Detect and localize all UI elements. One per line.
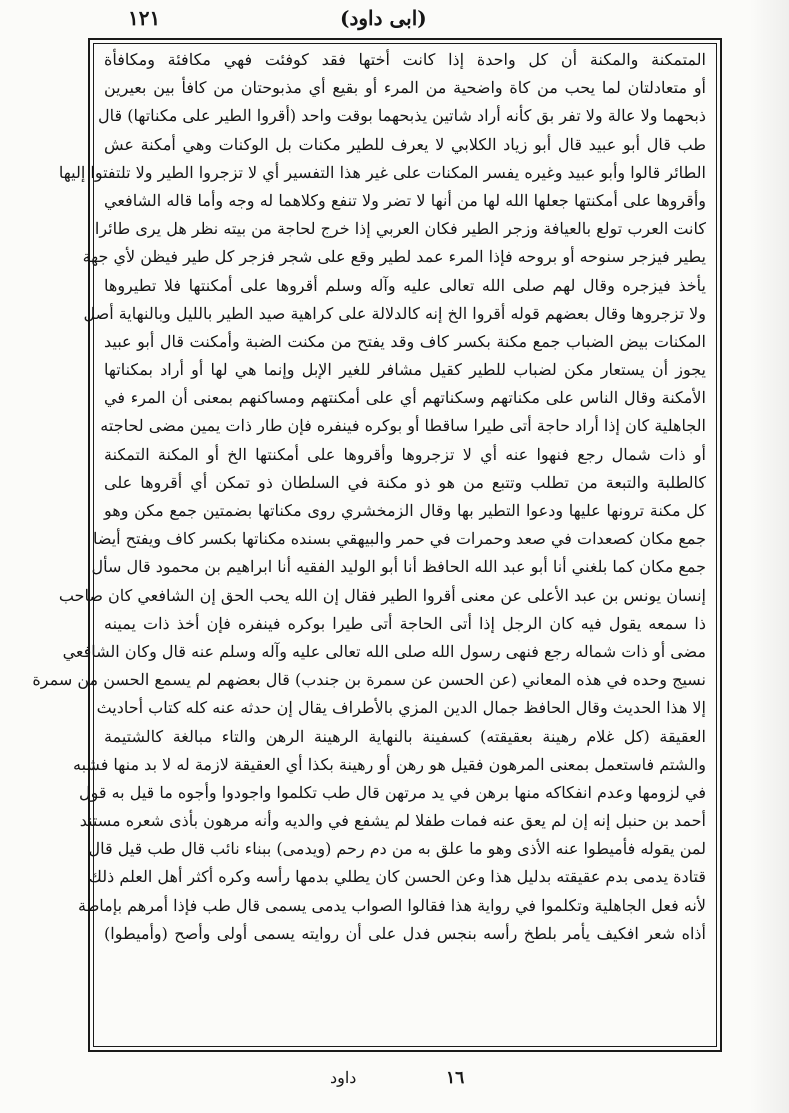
text-line: إنسان يونس بن عبد الأعلى عن معنى أقروا الطير فقال إن الله يحب الحق إن الشافعي كان صاحب	[58, 585, 706, 605]
text-line: لأنه فعل الجاهلية وتكلموا في رواية هذا فقالوا الصواب يدمى يسمى قال طب فإذا أمرهم بإماطة	[77, 895, 706, 915]
text-line: نسيج وحده في هذه المعاني (عن الحسن عن سمرة بن جندب) قال بعضهم لم يسمع الحسن من سمرة	[32, 670, 706, 690]
page-header	[0, 4, 789, 36]
scan-edge-shadow	[749, 0, 789, 1113]
text-line: الأمكنة وقال الناس على مكناتهم وسكناتهم أي على أمكنتهم ومساكنهم بمعنى أن المرء في	[104, 388, 706, 408]
running-head: (ابى داود)	[340, 6, 427, 30]
text-line: جمع مكان كما بلغني أنا أبو عبد الله الحافظ أنا أبو الوليد الفقيه أنا ابراهيم بن محمود قال سأل	[91, 557, 706, 577]
text-line: وأقروها على أمكنتها جعلها الله لها من أنها لا تضر ولا تنفع وكلاهما له وجه وأما قاله الشافعي	[104, 190, 706, 210]
text-line: الطائر قالوا وأبو عبيد وغيره يفسر المكنات على غير هذا التفسير أي لا تزجروا الطير ولا تلتفتوا إليها	[58, 162, 706, 182]
text-line: قتادة يدمى بدم عقيقته بدليل هذا وعن الحسن كان يطلي بدمها رأسه وكره أكثر أهل العلم ذلك	[88, 867, 706, 887]
text-line: ذا سمعه يقول فيه كان الرجل إذا أتى الحاجة أتى طيرا بوكره فينفره فإن أخذ ذات يمينه	[104, 613, 706, 633]
text-line: مضى أو ذات شماله رجع فنهى رسول الله صلى الله تعالى عليه وآله وسلم عنه قال وكان الشافعي	[62, 641, 706, 661]
text-body	[32, 46, 706, 1042]
text-line	[104, 976, 706, 1004]
text-line: ذبحهما ولا عالة ولا تفر بق كأنه أراد شاتين يذبحهما بوقت واحد (أقروا الطير على مكناتها) قال	[97, 106, 706, 126]
text-line: أذاه شعر افكيف يأمر بلطخ رأسه بنجس فدل على أن روايته يسمى أولى وأصح (وأميطوا)	[104, 923, 706, 943]
text-line: جمع مكان كصعدات في صعد وحمرات في حمر والبيهقي بسنده مكناتها بكسر كاف ويفتح أيضا	[92, 529, 706, 549]
text-line: الجاهلية كان إذا أراد حاجة أتى طيرا ساقطا أو بوكره فينفره فإن طار ذات يمين مضى لحاجته	[100, 416, 706, 436]
catchword: داود	[330, 1068, 357, 1087]
text-line: لمن يقوله فأميطوا عنه الأذى وهو ما علق به من دم رحم (ويدمى) ببناء نائب قال طب قيل قال	[88, 839, 706, 859]
text-line: يجوز أن يستعار مكن لضباب للطير كقيل مشافر للغير الإبل وإنما هي لها أو أراد بمكناتها	[104, 360, 706, 380]
text-line: المتمكنة والمكنة أن كل واحدة إذا كانت أختها فقد كوفئت فهي مكافئة ومكافأة	[104, 50, 706, 69]
text-line: كانت العرب تولع بالعيافة وزجر الطير فكان العربي إذا خرج لحاجة من بيته نظر هل يرى طائرا	[94, 219, 706, 239]
text-line: يطير فيزجر سنوحه أو بروحه فإذا المرء عمد لطير وقع على شجر فزجر كل طير فيظن لأي جهة	[82, 247, 706, 267]
text-line	[104, 948, 706, 976]
text-line: كل مكنة ترونها عليها ودعوا التطير بها وقال الزمخشري روى مكناتها بضمتين جمع مكن وهو	[104, 501, 706, 520]
text-line: والشتم فاستعمل بمعنى المرهون فقيل هو رهن أو رهينة بكذا أي العقيقة لازمة له لا بد منها فشبه	[73, 754, 706, 774]
text-line: أو متعادلتان لما يحب من كاة واضحية من المرء أو بقيع أي مذبوحتان من كافأ بين بعيرين	[104, 78, 706, 98]
text-line: العقيقة (كل غلام رهينة بعقيقته) كسفينة بالنهاية الرهينة الرهن والتاء مبالغة كالشتيمة	[104, 726, 706, 746]
text-line: المكنات بيض الضباب جمع مكنة بكسر كاف وقد يفتح من مكنت الضبة وأمكنت قال أبو عبيد	[104, 331, 706, 351]
text-line: ولا تزجروها وقال بعضهم قوله أقروا الخ إنه كالدلالة على كراهية صيد الطير بالليل وبالنهاية أصل	[83, 303, 706, 323]
text-line: كالطلبة والتبعة من تطلب وتتبع من هو ذو مكنة في السلطان ذو تمكن أي أقروها على	[104, 472, 706, 492]
signature-mark: ١٦	[446, 1068, 465, 1088]
text-line: أو ذات شمال رجع فنهوا عنه أي لا تزجروها وأقروها على أمكنتها الخ أو المكنة التمكنة	[104, 444, 706, 464]
text-line: إلا هذا الحديث وقال الحافظ جمال الدين المزي بالأطراف يقال إن حدثه عنه كله كتاب أحاديث	[96, 698, 706, 718]
text-line: يأخذ فيزجره وقال لهم صلى الله تعالى عليه وآله وسلم أقروها على أمكنتها فلا تطيروها	[104, 275, 706, 295]
text-line: في لزومها وعدم انفكاكه منها برهن في يد مرتهن قال طب تكلموا واجودوا وأجوه ما قيل به قول	[78, 782, 706, 802]
text-line	[104, 1004, 706, 1032]
text-line: أحمد بن حنبل إنه إن لم يعق عنه فمات طفلا لم يشفع في والديه وأنه مرهون بأذى شعره مستند	[79, 811, 706, 831]
page-footer	[0, 1062, 789, 1092]
text-line: طب قال أبو عبيد قال أبو زياد الكلابي لا يعرف للطير مكنات بل الوكنات وهي أمكنة عش	[104, 134, 706, 154]
page-number: ١٢١	[128, 6, 161, 30]
